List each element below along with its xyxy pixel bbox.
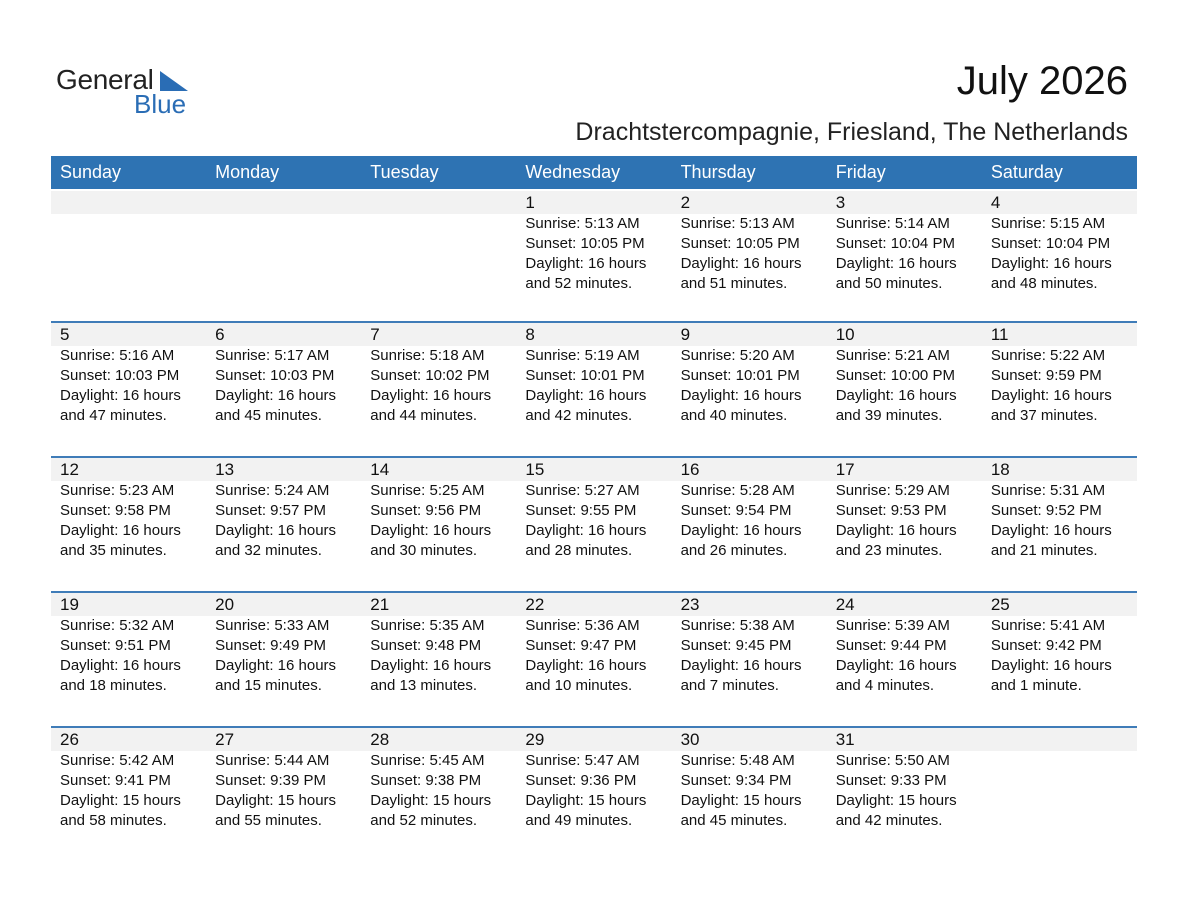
daylight-hours: Daylight: 16 hours <box>990 387 1112 404</box>
daylight-minutes: and 42 minutes. <box>525 407 633 424</box>
daylight-hours: Daylight: 16 hours <box>525 522 647 539</box>
day-cell <box>672 191 827 311</box>
day-cell <box>206 593 361 711</box>
day-number: 25 <box>990 595 1010 614</box>
sunrise-time: Sunrise: 5:19 AM <box>525 347 640 364</box>
sunset-time: Sunset: 9:55 PM <box>525 502 637 519</box>
sunset-time: Sunset: 10:00 PM <box>835 367 955 384</box>
day-cell <box>361 728 516 846</box>
daylight-hours: Daylight: 15 hours <box>215 792 337 809</box>
daylight-hours: Daylight: 15 hours <box>835 792 957 809</box>
day-cell <box>51 593 206 711</box>
empty-day-cell <box>51 191 206 311</box>
daylight-minutes: and 48 minutes. <box>990 275 1098 292</box>
weekday-wednesday: Wednesday <box>525 162 621 182</box>
day-number: 29 <box>525 730 545 749</box>
daylight-hours: Daylight: 16 hours <box>835 522 957 539</box>
sunset-time: Sunset: 9:47 PM <box>525 637 637 654</box>
sunrise-time: Sunrise: 5:32 AM <box>60 617 175 634</box>
day-number: 19 <box>60 595 79 614</box>
daylight-minutes: and 50 minutes. <box>835 275 943 292</box>
daylight-minutes: and 15 minutes. <box>215 677 322 694</box>
logo <box>56 64 206 120</box>
weekday-saturday: Saturday <box>990 162 1063 182</box>
day-cell <box>516 728 671 846</box>
day-cell <box>982 323 1137 441</box>
daylight-minutes: and 58 minutes. <box>60 812 167 829</box>
sunset-time: Sunset: 9:58 PM <box>60 502 171 519</box>
day-number: 9 <box>680 325 691 344</box>
daylight-hours: Daylight: 15 hours <box>60 792 181 809</box>
day-number: 26 <box>60 730 79 749</box>
day-cell <box>516 191 671 311</box>
day-number: 2 <box>680 193 691 212</box>
daylight-minutes: and 1 minute. <box>990 677 1082 694</box>
day-number: 1 <box>525 193 535 212</box>
daylight-minutes: and 26 minutes. <box>680 542 788 559</box>
daylight-hours: Daylight: 16 hours <box>370 522 492 539</box>
sunrise-time: Sunrise: 5:15 AM <box>990 215 1106 232</box>
sunrise-time: Sunrise: 5:29 AM <box>835 482 950 499</box>
sunset-time: Sunset: 9:42 PM <box>990 637 1102 654</box>
day-cell <box>206 728 361 846</box>
daylight-minutes: and 40 minutes. <box>680 407 788 424</box>
sunset-time: Sunset: 9:56 PM <box>370 502 482 519</box>
sunset-time: Sunset: 10:02 PM <box>370 367 490 384</box>
day-number: 28 <box>370 730 390 749</box>
sunset-time: Sunset: 9:33 PM <box>835 772 947 789</box>
sunrise-time: Sunrise: 5:35 AM <box>370 617 485 634</box>
day-number: 12 <box>60 460 79 479</box>
weekday-sunday: Sunday <box>60 162 122 182</box>
day-cell <box>361 593 516 711</box>
daylight-minutes: and 55 minutes. <box>215 812 322 829</box>
day-number: 21 <box>370 595 390 614</box>
day-cell <box>361 458 516 576</box>
sunrise-time: Sunrise: 5:28 AM <box>680 482 795 499</box>
day-cell <box>51 458 206 576</box>
weekday-tuesday: Tuesday <box>370 162 439 182</box>
daylight-minutes: and 23 minutes. <box>835 542 943 559</box>
sunrise-time: Sunrise: 5:41 AM <box>990 617 1106 634</box>
empty-day-cell <box>982 728 1137 846</box>
day-cell <box>827 458 982 576</box>
day-number: 16 <box>680 460 700 479</box>
daylight-minutes: and 13 minutes. <box>370 677 478 694</box>
daylight-hours: Daylight: 16 hours <box>525 255 647 272</box>
day-number: 14 <box>370 460 390 479</box>
daylight-hours: Daylight: 15 hours <box>680 792 802 809</box>
daylight-minutes: and 45 minutes. <box>680 812 788 829</box>
sunrise-time: Sunrise: 5:23 AM <box>60 482 175 499</box>
calendar-week <box>51 321 1137 441</box>
daylight-hours: Daylight: 16 hours <box>370 387 492 404</box>
sunset-time: Sunset: 9:54 PM <box>680 502 792 519</box>
empty-day-cell <box>206 191 361 311</box>
sunrise-time: Sunrise: 5:36 AM <box>525 617 640 634</box>
day-number: 18 <box>990 460 1010 479</box>
day-cell <box>51 728 206 846</box>
day-cell <box>827 728 982 846</box>
daylight-hours: Daylight: 16 hours <box>60 387 181 404</box>
daylight-hours: Daylight: 16 hours <box>835 387 957 404</box>
daylight-minutes: and 10 minutes. <box>525 677 633 694</box>
sunset-time: Sunset: 9:38 PM <box>370 772 482 789</box>
sunrise-time: Sunrise: 5:24 AM <box>215 482 330 499</box>
daylight-minutes: and 42 minutes. <box>835 812 943 829</box>
daylight-minutes: and 32 minutes. <box>215 542 322 559</box>
daylight-hours: Daylight: 16 hours <box>680 522 802 539</box>
daylight-minutes: and 44 minutes. <box>370 407 478 424</box>
sunrise-time: Sunrise: 5:20 AM <box>680 347 795 364</box>
sunset-time: Sunset: 10:04 PM <box>990 235 1111 252</box>
logo-text-blue: Blue <box>134 89 187 119</box>
daylight-hours: Daylight: 16 hours <box>60 657 181 674</box>
daylight-hours: Daylight: 16 hours <box>525 657 647 674</box>
daylight-minutes: and 47 minutes. <box>60 407 167 424</box>
sunrise-time: Sunrise: 5:39 AM <box>835 617 950 634</box>
day-number: 11 <box>990 325 1009 344</box>
daylight-minutes: and 52 minutes. <box>370 812 478 829</box>
sunset-time: Sunset: 9:59 PM <box>990 367 1102 384</box>
day-number: 20 <box>215 595 235 614</box>
calendar-week <box>51 726 1137 846</box>
daylight-hours: Daylight: 16 hours <box>990 255 1112 272</box>
day-cell <box>516 323 671 441</box>
sunrise-time: Sunrise: 5:42 AM <box>60 752 175 769</box>
daylight-hours: Daylight: 16 hours <box>680 657 802 674</box>
day-cell <box>672 593 827 711</box>
day-cell <box>827 191 982 311</box>
daylight-minutes: and 49 minutes. <box>525 812 633 829</box>
day-cell <box>51 323 206 441</box>
sunset-time: Sunset: 9:57 PM <box>215 502 327 519</box>
weekday-friday: Friday <box>835 162 886 182</box>
sunset-time: Sunset: 9:45 PM <box>680 637 792 654</box>
daylight-minutes: and 30 minutes. <box>370 542 478 559</box>
sunrise-time: Sunrise: 5:50 AM <box>835 752 950 769</box>
sunrise-time: Sunrise: 5:14 AM <box>835 215 950 232</box>
sunset-time: Sunset: 10:04 PM <box>835 235 955 252</box>
day-number: 7 <box>370 325 380 344</box>
sunset-time: Sunset: 9:34 PM <box>680 772 792 789</box>
day-cell <box>516 593 671 711</box>
daylight-minutes: and 35 minutes. <box>60 542 167 559</box>
day-number: 13 <box>215 460 235 479</box>
sunrise-time: Sunrise: 5:45 AM <box>370 752 485 769</box>
sunset-time: Sunset: 9:48 PM <box>370 637 482 654</box>
day-cell <box>672 323 827 441</box>
sunset-time: Sunset: 10:01 PM <box>680 367 800 384</box>
day-cell <box>516 458 671 576</box>
day-cell <box>672 458 827 576</box>
sunset-time: Sunset: 10:03 PM <box>60 367 180 384</box>
day-number: 17 <box>835 460 855 479</box>
sunrise-time: Sunrise: 5:48 AM <box>680 752 795 769</box>
daylight-hours: Daylight: 16 hours <box>835 255 957 272</box>
sunset-time: Sunset: 9:39 PM <box>215 772 327 789</box>
day-number: 3 <box>835 193 846 212</box>
daylight-hours: Daylight: 15 hours <box>525 792 647 809</box>
sunrise-time: Sunrise: 5:25 AM <box>370 482 485 499</box>
sunrise-time: Sunrise: 5:33 AM <box>215 617 330 634</box>
sunrise-time: Sunrise: 5:22 AM <box>990 347 1106 364</box>
day-number: 5 <box>60 325 70 344</box>
sunrise-time: Sunrise: 5:16 AM <box>60 347 175 364</box>
day-number: 15 <box>525 460 545 479</box>
daylight-minutes: and 18 minutes. <box>60 677 167 694</box>
daylight-minutes: and 4 minutes. <box>835 677 935 694</box>
sunset-time: Sunset: 10:05 PM <box>525 235 645 252</box>
sunset-time: Sunset: 10:01 PM <box>525 367 645 384</box>
page-title: July 2026 <box>956 59 1128 103</box>
daylight-hours: Daylight: 16 hours <box>680 255 802 272</box>
sunrise-time: Sunrise: 5:47 AM <box>525 752 640 769</box>
day-number: 4 <box>990 193 1001 212</box>
sunrise-time: Sunrise: 5:27 AM <box>525 482 640 499</box>
day-cell <box>982 593 1137 711</box>
daylight-hours: Daylight: 16 hours <box>60 522 181 539</box>
sunset-time: Sunset: 9:52 PM <box>990 502 1102 519</box>
sunrise-time: Sunrise: 5:18 AM <box>370 347 485 364</box>
sunset-time: Sunset: 10:03 PM <box>215 367 335 384</box>
daylight-hours: Daylight: 16 hours <box>525 387 647 404</box>
day-number: 27 <box>215 730 235 749</box>
day-number: 6 <box>215 325 225 344</box>
day-number: 30 <box>680 730 700 749</box>
day-cell <box>206 458 361 576</box>
sunrise-time: Sunrise: 5:17 AM <box>215 347 330 364</box>
sunrise-time: Sunrise: 5:38 AM <box>680 617 795 634</box>
sunrise-time: Sunrise: 5:21 AM <box>835 347 950 364</box>
daylight-minutes: and 45 minutes. <box>215 407 322 424</box>
daylight-minutes: and 7 minutes. <box>680 677 779 694</box>
calendar-week <box>51 191 1137 311</box>
daylight-hours: Daylight: 16 hours <box>215 522 337 539</box>
day-cell <box>982 458 1137 576</box>
day-number: 22 <box>525 595 545 614</box>
sunrise-time: Sunrise: 5:44 AM <box>215 752 330 769</box>
weekday-monday: Monday <box>215 162 280 182</box>
sunrise-time: Sunrise: 5:13 AM <box>680 215 795 232</box>
day-number: 24 <box>835 595 855 614</box>
daylight-hours: Daylight: 16 hours <box>370 657 492 674</box>
daylight-hours: Daylight: 16 hours <box>215 657 337 674</box>
day-cell <box>827 593 982 711</box>
daylight-hours: Daylight: 16 hours <box>990 522 1112 539</box>
day-number: 31 <box>835 730 855 749</box>
weekday-thursday: Thursday <box>680 162 756 182</box>
empty-day-cell <box>361 191 516 311</box>
day-cell <box>206 323 361 441</box>
sunset-time: Sunset: 9:41 PM <box>60 772 171 789</box>
daylight-minutes: and 52 minutes. <box>525 275 633 292</box>
sunset-time: Sunset: 9:44 PM <box>835 637 947 654</box>
day-number: 10 <box>835 325 855 344</box>
logo-text-general: General <box>56 64 154 95</box>
daylight-hours: Daylight: 16 hours <box>680 387 802 404</box>
daylight-hours: Daylight: 16 hours <box>835 657 957 674</box>
sunrise-time: Sunrise: 5:13 AM <box>525 215 640 232</box>
sunset-time: Sunset: 9:51 PM <box>60 637 171 654</box>
daylight-minutes: and 51 minutes. <box>680 275 788 292</box>
sunset-time: Sunset: 10:05 PM <box>680 235 800 252</box>
sunset-time: Sunset: 9:49 PM <box>215 637 327 654</box>
sunrise-time: Sunrise: 5:31 AM <box>990 482 1106 499</box>
day-cell <box>361 323 516 441</box>
daylight-minutes: and 28 minutes. <box>525 542 633 559</box>
day-cell <box>827 323 982 441</box>
day-cell <box>982 191 1137 311</box>
calendar-week <box>51 456 1137 576</box>
sunset-time: Sunset: 9:53 PM <box>835 502 947 519</box>
day-number: 8 <box>525 325 535 344</box>
location-subtitle: Drachtstercompagnie, Friesland, The Netherlands <box>575 118 1128 146</box>
daylight-hours: Daylight: 16 hours <box>990 657 1112 674</box>
day-cell <box>672 728 827 846</box>
sunset-time: Sunset: 9:36 PM <box>525 772 637 789</box>
daylight-minutes: and 39 minutes. <box>835 407 943 424</box>
daylight-hours: Daylight: 15 hours <box>370 792 492 809</box>
daylight-minutes: and 37 minutes. <box>990 407 1098 424</box>
day-number: 23 <box>680 595 700 614</box>
daylight-hours: Daylight: 16 hours <box>215 387 337 404</box>
weekday-header <box>51 156 1137 189</box>
daylight-minutes: and 21 minutes. <box>990 542 1098 559</box>
calendar-week <box>51 591 1137 711</box>
